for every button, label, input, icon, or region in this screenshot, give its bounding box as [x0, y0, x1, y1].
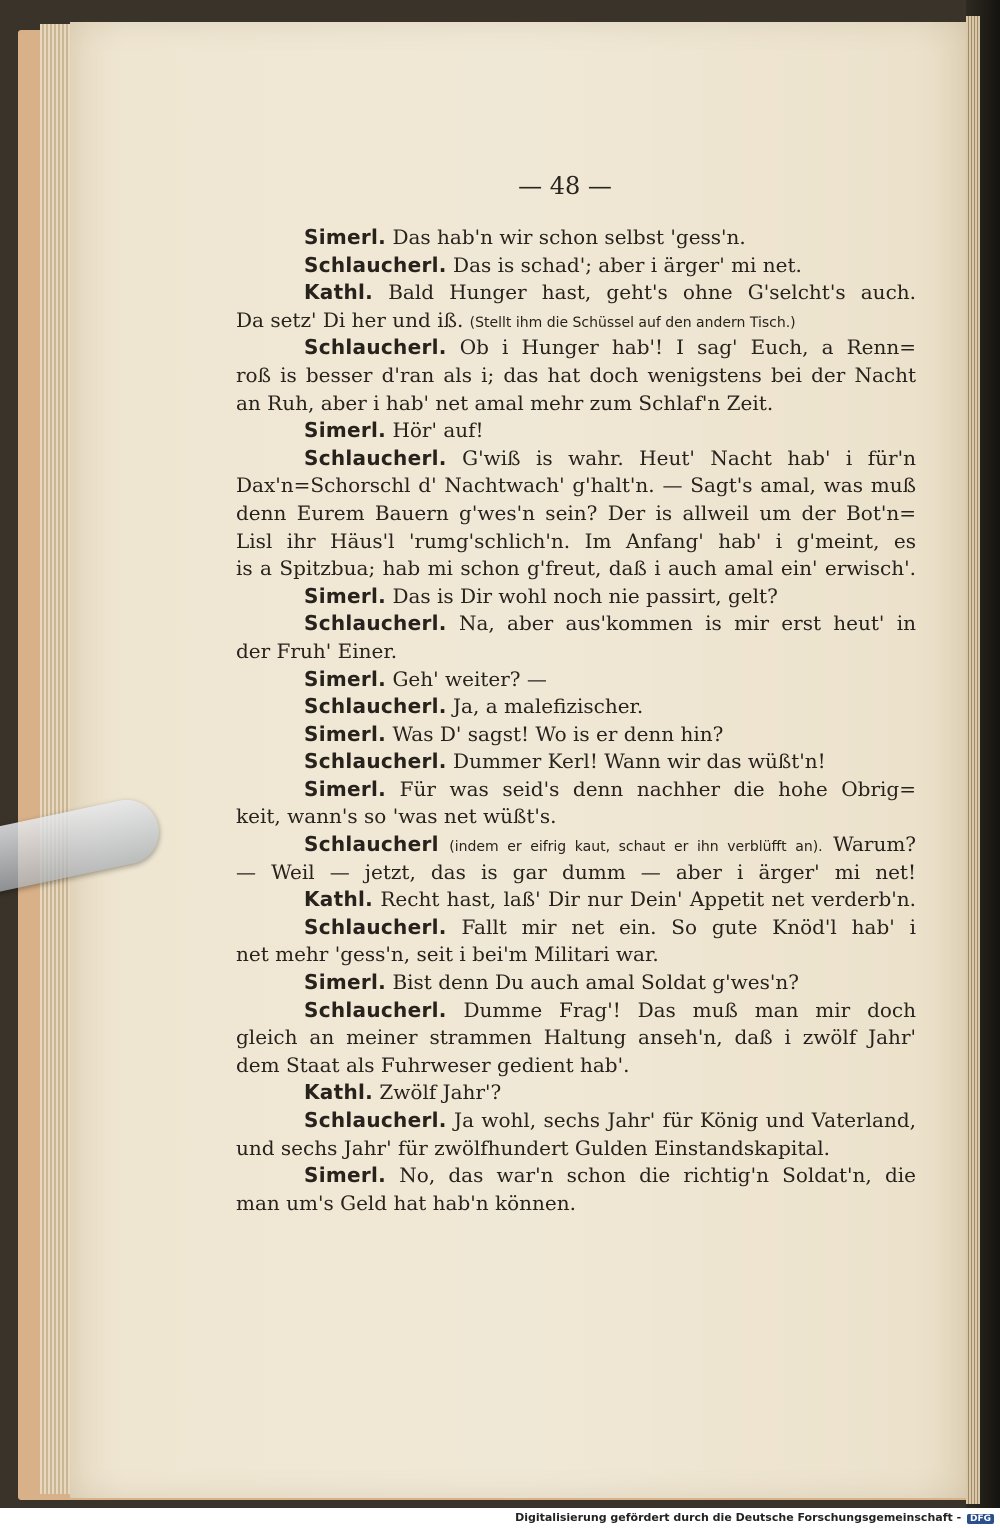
text-line: [236, 252, 916, 280]
line-text: — Weil — jetzt, das is gar dumm — aber i ärger' mi net!: [236, 859, 916, 884]
speaker-name: Simerl.: [304, 1163, 387, 1188]
line-text: Für was seid's denn nachher die hohe Obrig=: [399, 776, 916, 801]
line-text: Dummer Kerl! Wann wir das wüßt'n!: [453, 749, 826, 774]
text-line: [236, 1107, 916, 1135]
speaker-name: Schlaucherl.: [304, 1108, 447, 1132]
text-line: [236, 472, 916, 500]
speaker-name: Kathl.: [304, 280, 374, 305]
text-line: [236, 555, 916, 583]
line-text: is a Spitzbua; hab mi schon g'freut, daß i auch amal ein' erwisch'.: [236, 556, 916, 581]
speaker-name: Schlaucherl: [304, 832, 439, 857]
speaker-name: Schlaucherl.: [304, 335, 447, 360]
stage-direction: (Stellt ihm die Schüssel auf den andern Tisch.): [469, 314, 796, 331]
speaker-name: Schlaucherl.: [304, 997, 447, 1022]
line-text: roß is besser d'ran als i; das hat doch wenigstens bei der Nacht: [236, 362, 916, 387]
text-line: [236, 748, 916, 776]
text-line: [236, 334, 916, 362]
speaker-name: Schlaucherl.: [304, 252, 447, 277]
speaker-name: Schlaucherl.: [304, 694, 447, 719]
line-text: Lisl ihr Häus'l 'rumg'schlich'n. Im Anfang' hab' i g'meint, es: [236, 528, 916, 553]
text-line: [236, 803, 916, 831]
speaker-name: Simerl.: [304, 776, 387, 801]
line-text: Ob i Hunger hab'! I sag' Euch, a Renn=: [459, 335, 916, 360]
speaker-name: Simerl.: [304, 583, 387, 608]
text-line: [236, 997, 916, 1025]
line-text: Bald Hunger hast, geht's ohne G'selcht's auch.: [388, 280, 917, 305]
text-line: [236, 638, 916, 666]
text-line: [236, 1079, 916, 1107]
line-text: keit, wann's so 'was net wüßt's.: [236, 804, 557, 829]
line-text: Hör' auf!: [392, 418, 484, 443]
line-text: Ja wohl, sechs Jahr' für König und Vaterland,: [454, 1108, 916, 1132]
line-text: Fallt mir net ein. So gute Knöd'l hab' i: [461, 914, 917, 939]
stage-direction: (indem er eifrig kaut, schaut er ihn verblüfft an).: [449, 839, 823, 856]
text-line: [236, 224, 916, 252]
speaker-name: Schlaucherl.: [304, 445, 447, 470]
line-text: an Ruh, aber i hab' net amal mehr zum Schlaf'n Zeit.: [236, 390, 774, 415]
speaker-name: Simerl.: [304, 721, 387, 746]
speaker-name: Simerl.: [304, 225, 387, 249]
line-text: Bist denn Du auch amal Soldat g'wes'n?: [392, 970, 799, 995]
line-text: Dax'n=Schorschl d' Nachtwach' g'halt'n. — Sagt's amal, was muß: [236, 473, 916, 498]
text-line: [236, 914, 916, 942]
text-line: [236, 859, 916, 887]
line-text: und sechs Jahr' für zwölfhundert Gulden Einstandskapital.: [236, 1135, 831, 1160]
text-line: [236, 1024, 916, 1052]
text-line: [236, 886, 916, 914]
dfg-logo-icon: DFG: [967, 1514, 994, 1524]
line-text: gleich an meiner strammen Haltung anseh'n, daß i zwölf Jahr': [236, 1025, 916, 1050]
line-text: Das is Dir wohl noch nie passirt, gelt?: [392, 583, 778, 608]
text-line: [236, 307, 916, 335]
speaker-name: Schlaucherl.: [304, 914, 447, 939]
text-line: [236, 941, 916, 969]
text-line: [236, 831, 916, 859]
line-text: Das hab'n wir schon selbst 'gess'n.: [392, 225, 746, 249]
text-line: [236, 445, 916, 473]
line-text: net mehr 'gess'n, seit i bei'm Militari war.: [236, 942, 659, 967]
line-text: denn Eurem Bauern g'wes'n sein? Der is allweil um der Bot'n=: [236, 500, 916, 525]
text-line: [236, 417, 916, 445]
text-line: [236, 390, 916, 418]
line-text: Geh' weiter? —: [392, 666, 547, 691]
text-line: [236, 776, 916, 804]
line-text: Na, aber aus'kommen is mir erst heut' in: [458, 611, 916, 636]
line-text: G'wiß is wahr. Heut' Nacht hab' i für'n: [462, 445, 916, 470]
funding-credit: [515, 1511, 994, 1524]
speaker-name: Simerl.: [304, 666, 387, 691]
text-line: [236, 362, 916, 390]
page-stack-edge: [40, 24, 70, 1494]
text-line: [236, 693, 916, 721]
line-text: Was D' sagst! Wo is er denn hin?: [392, 721, 724, 746]
speaker-name: Simerl.: [304, 418, 387, 443]
line-text: No, das war'n schon die richtig'n Soldat'n, die: [399, 1163, 916, 1188]
line-text: Warum?: [833, 832, 917, 857]
text-line: [236, 1190, 916, 1218]
play-text: [236, 224, 916, 1217]
text-line: [236, 500, 916, 528]
text-line: [236, 969, 916, 997]
speaker-name: Schlaucherl.: [304, 749, 447, 774]
line-text: Das is schad'; aber i ärger' mi net.: [453, 252, 802, 277]
line-text: Dumme Frag'! Das muß man mir doch: [463, 997, 916, 1022]
funding-credit-text: Digitalisierung gefördert durch die Deutsche Forschungsgemeinschaft -: [515, 1511, 962, 1524]
text-line: [236, 583, 916, 611]
text-line: [236, 279, 916, 307]
text-line: [236, 1052, 916, 1080]
line-text: Zwölf Jahr'?: [379, 1080, 502, 1105]
speaker-name: Schlaucherl.: [304, 611, 447, 636]
speaker-name: Kathl.: [304, 887, 374, 912]
speaker-name: Kathl.: [304, 1080, 374, 1105]
text-line: [236, 610, 916, 638]
line-text: Ja, a malefizischer.: [453, 694, 644, 719]
speaker-name: Simerl.: [304, 970, 387, 995]
line-text: Da setz' Di her und iß.: [236, 307, 464, 332]
line-text: Recht hast, laß' Dir nur Dein' Appetit net verderb'n.: [380, 887, 916, 912]
right-page-stack-edge: [966, 16, 980, 1504]
text-line: [236, 721, 916, 749]
text-line: [236, 1135, 916, 1163]
line-text: der Fruh' Einer.: [236, 638, 398, 663]
line-text: dem Staat als Fuhrweser gedient hab'.: [236, 1052, 630, 1077]
text-line: [236, 1162, 916, 1190]
line-text: man um's Geld hat hab'n können.: [236, 1190, 576, 1215]
page-number: — 48 —: [518, 172, 612, 200]
text-line: [236, 528, 916, 556]
text-line: [236, 666, 916, 694]
